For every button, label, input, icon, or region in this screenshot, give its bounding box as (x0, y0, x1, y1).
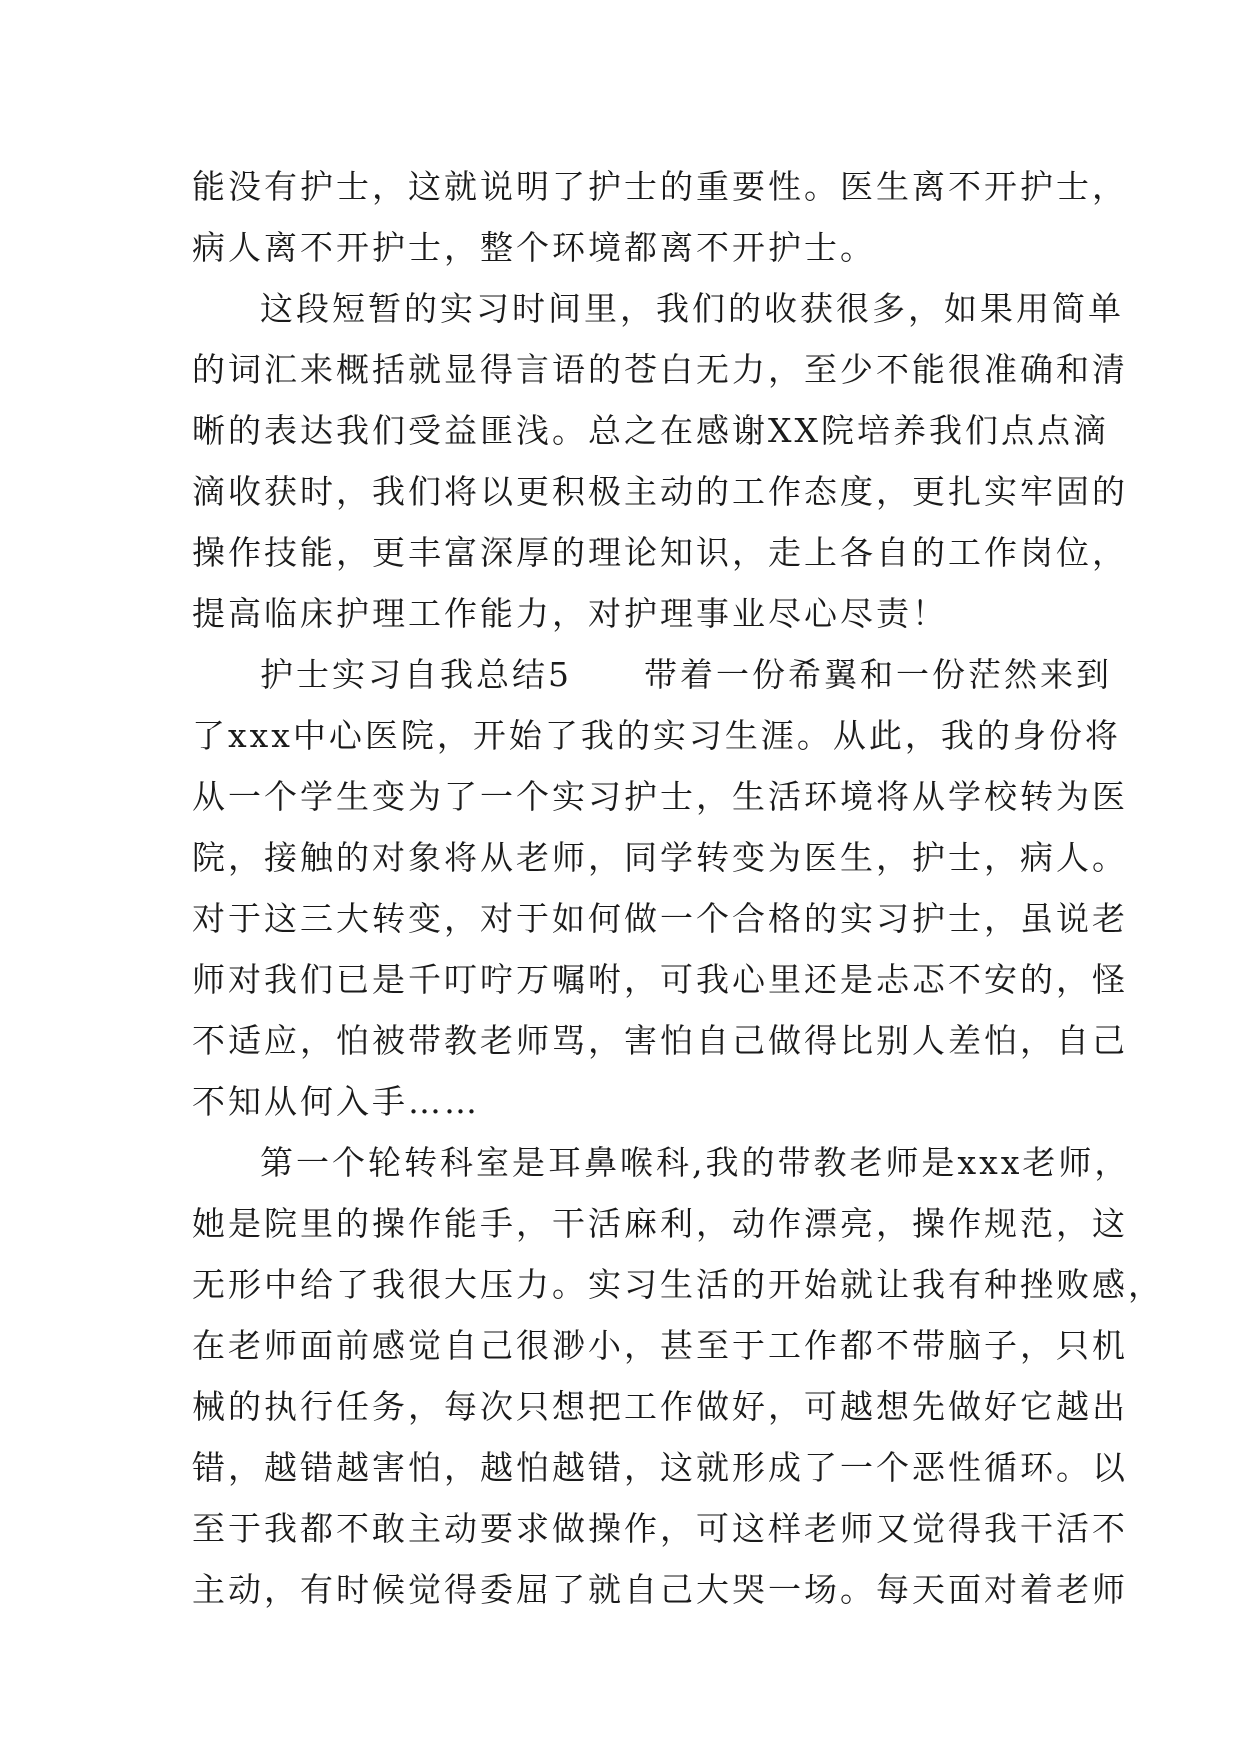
text-line: 她是院里的操作能手，干活麻利，动作漂亮，操作规范，这 (192, 1204, 1128, 1243)
text-line: 滴收获时，我们将以更积极主动的工作态度，更扎实牢固的 (192, 472, 1128, 511)
text-line: 的词汇来概括就显得言语的苍白无力，至少不能很准确和清 (192, 350, 1128, 389)
text-line: 不适应，怕被带教老师骂，害怕自己做得比别人差怕，自己 (192, 1021, 1128, 1060)
text-line: 不知从何入手…… (192, 1082, 480, 1121)
paragraph-start-line: 这段短暂的实习时间里，我们的收获很多，如果用简单 (260, 289, 1124, 328)
text-line: 对于这三大转变，对于如何做一个合格的实习护士，虽说老 (192, 899, 1128, 938)
text-line: 师对我们已是千叮咛万嘱咐，可我心里还是忐忑不安的，怪 (192, 960, 1128, 999)
text-line: 主动，有时候觉得委屈了就自己大哭一场。每天面对着老师 (192, 1570, 1128, 1609)
text-line: 无形中给了我很大压力。实习生活的开始就让我有种挫败感， (192, 1265, 1164, 1304)
text-line: 晰的表达我们受益匪浅。总之在感谢XX院培养我们点点滴 (192, 411, 1109, 450)
text-line: 械的执行任务，每次只想把工作做好，可越想先做好它越出 (192, 1387, 1128, 1426)
text-line: 至于我都不敢主动要求做操作，可这样老师又觉得我干活不 (192, 1509, 1128, 1548)
text-line: 从一个学生变为了一个实习护士，生活环境将从学校转为医 (192, 777, 1128, 816)
text-line: 院，接触的对象将从老师，同学转变为医生，护士，病人。 (192, 838, 1128, 877)
text-line: 了xxx中心医院，开始了我的实习生涯。从此，我的身份将 (192, 716, 1121, 755)
text-line: 病人离不开护士，整个环境都离不开护士。 (192, 228, 876, 267)
text-line: 在老师面前感觉自己很渺小，甚至于工作都不带脑子，只机 (192, 1326, 1128, 1365)
text-line: 错，越错越害怕，越怕越错，这就形成了一个恶性循环。以 (192, 1448, 1128, 1487)
text-line: 操作技能，更丰富深厚的理论知识，走上各自的工作岗位， (192, 533, 1128, 572)
document-body (192, 156, 1164, 1620)
text-line: 能没有护士，这就说明了护士的重要性。医生离不开护士， (192, 167, 1128, 206)
text-line: 提高临床护理工作能力，对护理事业尽心尽责！ (192, 594, 948, 633)
section-heading-line: 护士实习自我总结5 带着一份希翼和一份茫然来到 (260, 655, 1112, 694)
paragraph-start-line: 第一个轮转科室是耳鼻喉科,我的带教老师是xxx老师， (260, 1143, 1131, 1182)
